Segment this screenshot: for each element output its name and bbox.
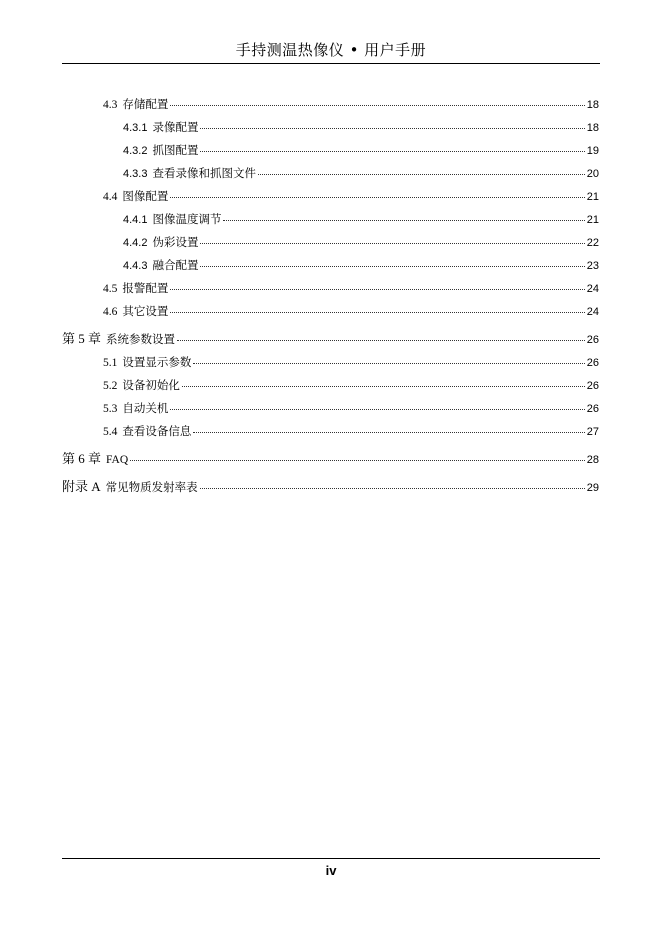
toc-entry-page: 26 [586, 357, 599, 369]
toc-entry-title: 融合配置 [152, 258, 199, 272]
toc-entry-title: 常见物质发射率表 [105, 480, 198, 494]
toc-entry-page: 18 [586, 122, 599, 134]
toc-entry-number: 4.3.3 [123, 168, 148, 180]
toc-entry-number: 第 5 章 [62, 331, 102, 346]
toc-entry-page: 26 [586, 403, 599, 415]
toc-entry-page: 19 [586, 145, 599, 157]
toc-entry[interactable] [103, 353, 599, 371]
toc-entry-title: 图像配置 [122, 189, 169, 203]
toc-entry-title: 设置显示参数 [122, 355, 192, 369]
toc-entry-title: 系统参数设置 [106, 332, 176, 346]
toc-entry-number: 4.4.2 [123, 237, 148, 249]
document-title: 手持测温热像仪 • 用户手册 [235, 41, 427, 59]
dot-leader [200, 151, 584, 152]
dot-leader [182, 386, 585, 387]
footer-rule [62, 858, 600, 859]
toc-entry-title: 伪彩设置 [152, 235, 199, 249]
toc-entry-number: 附录 A [62, 479, 101, 494]
toc-entry-number: 4.3.1 [123, 122, 148, 134]
toc-entry-number: 4.6 [103, 306, 118, 318]
toc-entry[interactable] [103, 376, 599, 394]
toc-entry-number: 4.4.1 [123, 214, 148, 226]
toc-entry-number: 第 6 章 [62, 451, 102, 466]
toc-entry-title: 报警配置 [122, 281, 169, 295]
toc-entry[interactable] [123, 256, 599, 274]
toc-entry[interactable] [123, 141, 599, 159]
toc-entry[interactable] [103, 95, 599, 113]
toc-entry-page: 26 [586, 380, 599, 392]
toc-entry[interactable] [103, 422, 599, 440]
toc-entry[interactable] [103, 279, 599, 297]
dot-leader [258, 174, 585, 175]
toc-entry-title: 抓图配置 [152, 143, 199, 157]
toc-entry-page: 27 [586, 426, 599, 438]
toc-entry-chapter[interactable] [62, 450, 599, 468]
dot-leader [200, 266, 584, 267]
toc-entry-number: 4.3.2 [123, 145, 148, 157]
toc-entry-number: 4.3 [103, 99, 118, 111]
toc-entry-chapter[interactable] [62, 330, 599, 348]
toc-entry-title: 设备初始化 [122, 378, 180, 392]
toc-entry-page: 26 [586, 334, 599, 346]
dot-leader [130, 460, 585, 461]
dot-leader [193, 363, 584, 364]
toc-entry[interactable] [103, 302, 599, 320]
toc-entry[interactable] [123, 233, 599, 251]
toc-entry-number: 5.3 [103, 403, 118, 415]
toc-entry-number: 4.4 [103, 191, 118, 203]
dot-leader [200, 243, 584, 244]
toc-entry[interactable] [123, 118, 599, 136]
toc-entry[interactable] [103, 399, 599, 417]
dot-leader [200, 488, 585, 489]
toc-entry-title: 存储配置 [122, 97, 169, 111]
toc-entry-number: 4.4.3 [123, 260, 148, 272]
dot-leader [170, 289, 584, 290]
toc-entry-title: 录像配置 [152, 120, 199, 134]
toc-entry-number: 4.5 [103, 283, 118, 295]
toc-entry-page: 22 [586, 237, 599, 249]
toc-entry-title: 查看设备信息 [122, 424, 192, 438]
toc-entry[interactable] [103, 187, 599, 205]
page-number: iv [325, 863, 337, 878]
dot-leader [223, 220, 584, 221]
toc-entry-title: FAQ [106, 454, 129, 466]
dot-leader [170, 197, 584, 198]
toc-entry-appendix[interactable] [62, 478, 599, 496]
toc-entry-number: 5.1 [103, 357, 118, 369]
toc-entry-page: 20 [586, 168, 599, 180]
toc-entry-page: 24 [586, 283, 599, 295]
toc-entry-title: 查看录像和抓图文件 [152, 166, 256, 180]
dot-leader [170, 409, 584, 410]
toc-entry-page: 24 [586, 306, 599, 318]
toc-entry-page: 29 [586, 482, 599, 494]
toc-entry-page: 21 [586, 191, 599, 203]
dot-leader [177, 340, 585, 341]
dot-leader [170, 312, 584, 313]
toc-entry-title: 其它设置 [122, 304, 169, 318]
toc-entry-page: 21 [586, 214, 599, 226]
toc-entry[interactable] [123, 164, 599, 182]
dot-leader [170, 105, 584, 106]
toc-entry-title: 图像温度调节 [152, 212, 222, 226]
toc-entry-number: 5.2 [103, 380, 118, 392]
toc-entry-page: 18 [586, 99, 599, 111]
dot-leader [193, 432, 584, 433]
toc-entry[interactable] [123, 210, 599, 228]
toc-entry-page: 28 [586, 454, 599, 466]
toc-entry-title: 自动关机 [122, 401, 169, 415]
toc-entry-number: 5.4 [103, 426, 118, 438]
toc-entry-page: 23 [586, 260, 599, 272]
dot-leader [200, 128, 584, 129]
